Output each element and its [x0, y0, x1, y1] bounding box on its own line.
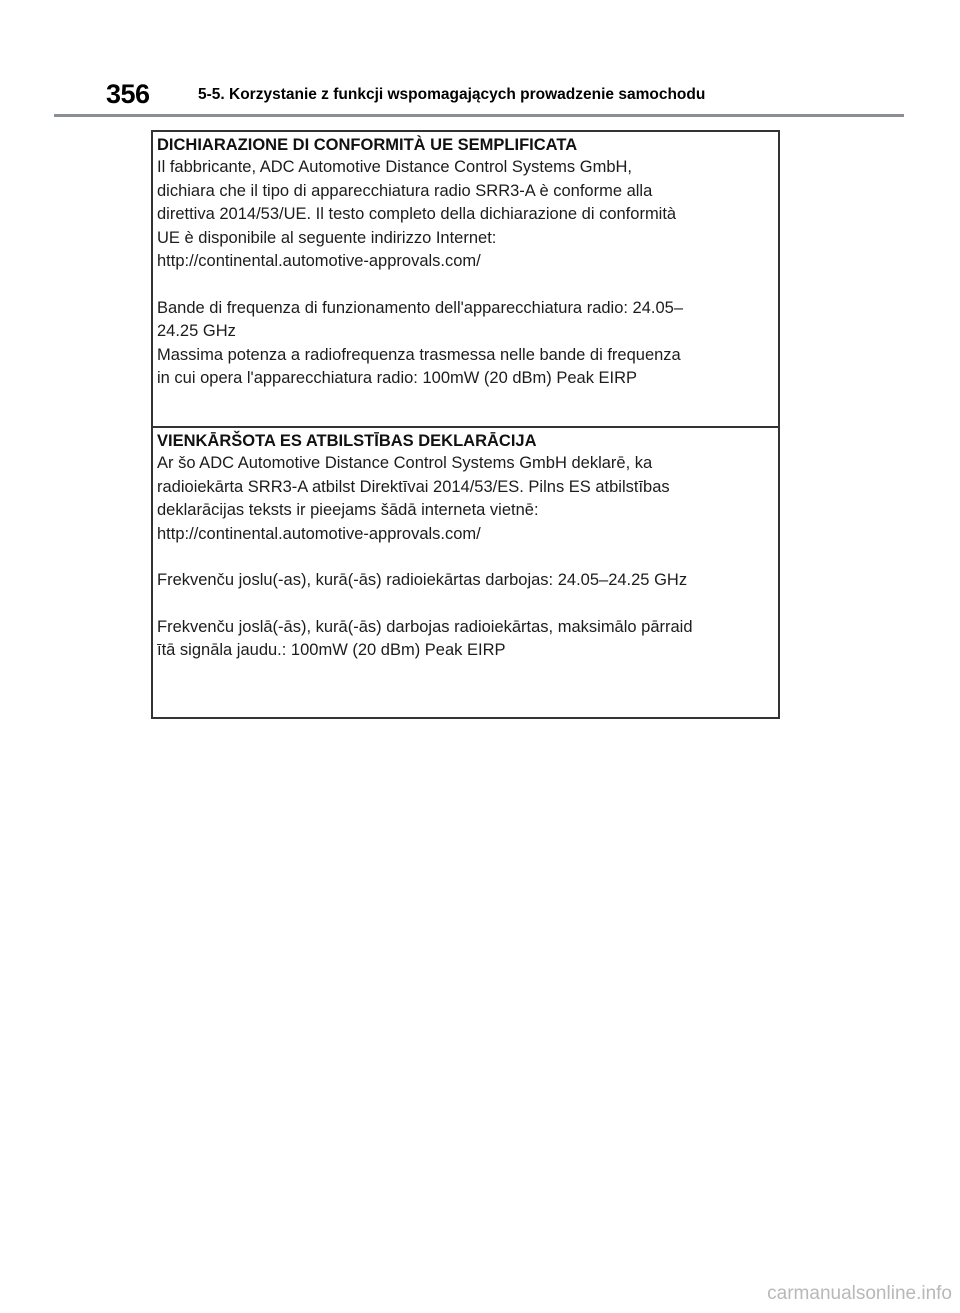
declaration-line: direttiva 2014/53/UE. Il testo completo della dichiarazione di conformità: [157, 205, 677, 223]
page-header: [106, 78, 906, 110]
declaration-line: Ar šo ADC Automotive Distance Control Systems GmbH deklarē, ka: [157, 454, 653, 472]
declaration-line: Massima potenza a radiofrequenza trasmessa nelle bande di frequenza: [157, 345, 681, 364]
declaration-line: Il fabbricante, ADC Automotive Distance Control Systems GmbH,: [157, 158, 633, 176]
declaration-line: Frekvenču joslu(-as), kurā(-ās) radioiekārtas darbojas: 24.05–24.25 GHz: [157, 571, 688, 589]
declaration-line: ītā signāla jaudu.: 100mW (20 dBm) Peak EIRP: [157, 641, 506, 659]
declaration-line: radioiekārta SRR3-A atbilst Direktīvai 2014/53/ES. Pilns ES atbilstības: [157, 477, 670, 496]
declaration-url: http://continental.automotive-approvals.com/: [157, 524, 481, 543]
declaration-latvian: [153, 426, 778, 717]
declaration-url: http://continental.automotive-approvals.com/: [157, 252, 481, 270]
spacer: [157, 274, 778, 297]
spacer: [157, 593, 778, 616]
page-number: 356: [106, 79, 150, 109]
declaration-heading: VIENKĀRŠOTA ES ATBILSTĪBAS DEKLARĀCIJA: [157, 432, 537, 450]
declaration-line: UE è disponibile al seguente indirizzo Internet:: [157, 228, 497, 247]
declaration-box: [151, 130, 780, 719]
declaration-line: 24.25 GHz: [157, 322, 236, 340]
declaration-line: dichiara che il tipo di apparecchiatura radio SRR3-A è conforme alla: [157, 181, 653, 200]
declaration-italian: [153, 132, 778, 426]
declaration-heading: DICHIARAZIONE DI CONFORMITÀ UE SEMPLIFICATA: [157, 136, 578, 154]
declaration-line: Bande di frequenza di funzionamento dell'apparecchiatura radio: 24.05–: [157, 298, 684, 317]
section-title: 5-5. Korzystanie z funkcji wspomagających prowadzenie samochodu: [198, 86, 706, 103]
spacer: [157, 546, 778, 569]
declaration-line: deklarācijas teksts ir pieejams šādā interneta vietnē:: [157, 501, 539, 519]
watermark: carmanualsonline.info: [767, 1283, 952, 1304]
declaration-line: Frekvenču joslā(-ās), kurā(-ās) darbojas radioiekārtas, maksimālo pārraid: [157, 617, 693, 636]
declaration-line: in cui opera l'apparecchiatura radio: 100mW (20 dBm) Peak EIRP: [157, 369, 638, 387]
header-rule: [54, 114, 904, 117]
